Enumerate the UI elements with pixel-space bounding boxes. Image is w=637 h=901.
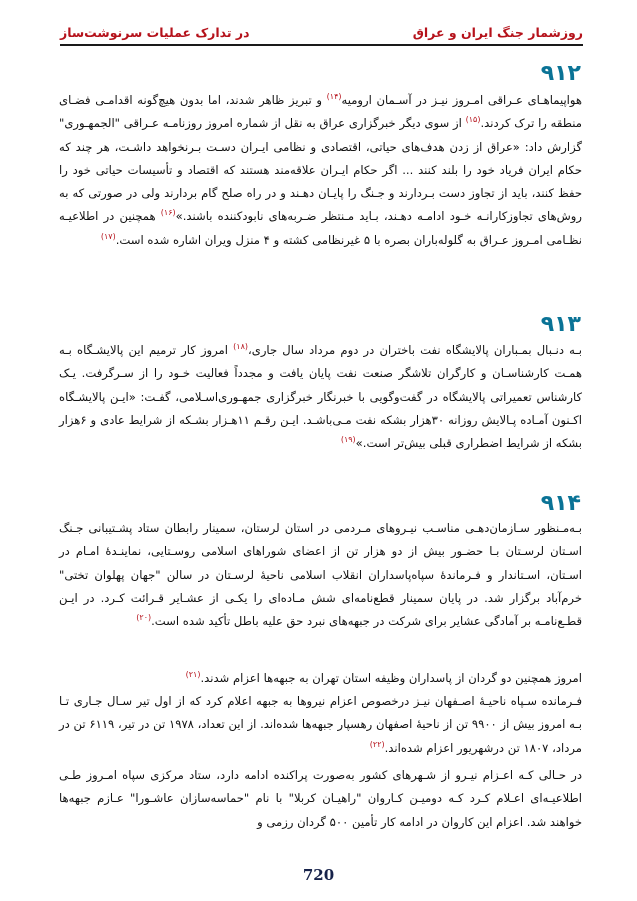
page-number: 720 xyxy=(302,866,335,884)
footnote-marker: (۱۴) xyxy=(326,92,342,102)
footnote-marker: (۱۵) xyxy=(465,115,481,125)
footnote-marker: (۱۶) xyxy=(160,208,176,218)
entry-912-paragraph: هواپیماهـای عـراقی امـروز نیـز در آسـمان ارومیه$^{(۱۴)}$ و تبریز ظاهر شدند، اما بدون هیچ‌گونه اقدامـی فضـای منطقه را ترک کردند.$^{(۱۵)}$ از سوی دیگر خبرگزاری عراق به نقل از شماره امروز روزنامـه عـراقی "الجمهـوری" گزارش داد: «عراق از زدن هدف‌های حیاتی، اقتصادی و نظامی ایـران دسـت بـرنخواهد داشـت، هر چند که حکام ایران فریاد خود را بلند کنند ... اگر حکام ایـران علاقه‌مند هستند که اقتصاد و تأسیسات حیاتی خود را حفظ کنند، باید از تجاوز دست بـردارند و جـنگ را پایـان دهـند و در راه صلح گام بردارند ولی در صورتی که به روش‌های تجاوزکارانـه خـود ادامـه دهـند، بـاید مـنتظر ضـربه‌های نابودکننده باشند.»$^{(۱۶)}$ همچنین در اطلاعیـه نظـامی امـروز عـراق به گلوله‌باران بصره با ۵ غیرنظامی کشته و ۴ منزل ویران اشاره شده است.$^{(۱۷)}$ xyxy=(59,92,583,247)
header-book-title: روزشمار جنگ ایران و عراق xyxy=(412,24,583,40)
footnote-marker: (۲۰) xyxy=(136,613,152,623)
entry-914-paragraph-2: امروز همچنین دو گردان از پاسداران وظیفه استان تهران به جبهه‌ها اعزام شدند.$^{(۲۱)}$ xyxy=(185,670,582,685)
footnote-marker: (۱۹) xyxy=(340,435,356,445)
page-header xyxy=(60,20,583,46)
entry-914-paragraph-4: در حـالی کـه اعـزام نیـرو از شـهرهای کشور به‌صورت پراکنده ادامه دارد، ستاد مرکزی سپاه امـروز طـی اطلاعیـه‌ای اعـلام کـرد کـه دومیـن کـاروان "راهیـان کربلا" با نام "حماسه‌سازان عاشـورا" عـازم جبهه‌ها خواهند شد. اعزام این کاروان در ادامه کار تأمین ۵۰۰ گردان رزمی و xyxy=(59,768,582,829)
entry-914-paragraph-3: فـرمانده سـپاه ناحیـۀ اصـفهان نیـز درخصوص اعزام نیروها به جبهه اعلام کرد که از اول تیر سـال جـاری تـا بـه امروز بیش از ۹۹۰۰ تن از ناحیۀ اصفهان رهسپار جبهه‌ها شده‌اند. از این تعداد، ۱۹۷۸ تن در تیر، ۶۱۱۹ تن در مرداد، ۱۸۰۷ تن درشهریور اعزام شده‌اند.$^{(۲۲)}$ xyxy=(59,694,583,755)
header-chapter-title: در تدارک عملیات سرنوشت‌ساز xyxy=(60,24,250,40)
footnote-marker: (۱۸) xyxy=(233,342,248,352)
entry-number-913: ۹۱۳ xyxy=(540,312,581,337)
entry-number-914: ۹۱۴ xyxy=(540,491,581,516)
footnote-marker: (۲۱) xyxy=(185,670,201,680)
entry-number-912: ۹۱۲ xyxy=(540,61,581,86)
entry-914-paragraph-1: بـه‌مـنظور سـازمان‌دهـی مناسـب نیـروهای مـردمی در استان لرستان، سمینار رابطان ستاد پشـتیبانی جـنگ اسـتان لرسـتان بـا حضـور بیش از دو هزار تن از اعضای شوراهای اسلامی روسـتایی، نماینـدۀ امـام در اسـتان، اسـتاندار و فـرماندۀ سپاه‌پاسداران انقلاب اسلامی ناحیۀ لرسـتان در سالن "جهان پهلوان تختی" خرم‌آباد برگزار شد. در پایان سمینار قطع‌نامه‌ای شش مـاده‌ای را یکـی از عشـایر قـرائت کـرد. در ایـن قطـع‌نامـه بر آمادگی عشایر برای شرکت در جبهه‌های نبرد حق علیه باطل تأکید شده است.$^{(۲۰)}$ xyxy=(59,521,582,629)
footnote-marker: (۱۷) xyxy=(100,231,116,241)
entry-913-paragraph: بـه دنـبال بمـباران پالایشگاه نفت باختران در دوم مرداد سال جاری،$^{(۱۸)}$ امروز کار ترمیم این پالایشـگاه بـه همـت کارشناسـان و کارگران تلاشگر صنعت نفت پایان یافت و مجدداً فعالیت خـود را از سـرگرفت. یـک کارشناس تعمیراتی پالایشگاه در گفت‌وگویی با خبرنگار خبرگزاری جمهـوری‌اسـلامی، گفـت: «ایـن پالایشـگاه اکـنون آمـاده پـالایش روزانه ۳۰هزار بشکه نفت مـی‌باشـد. ایـن رقـم ۱۱هـزار بشـکه از شرایط عادی و ۶هزار بشکه از شرایط اضطراری قبلی بیش‌تر است.»$^{(۱۹)}$ xyxy=(59,342,583,451)
footnote-marker: (۲۲) xyxy=(369,739,385,749)
